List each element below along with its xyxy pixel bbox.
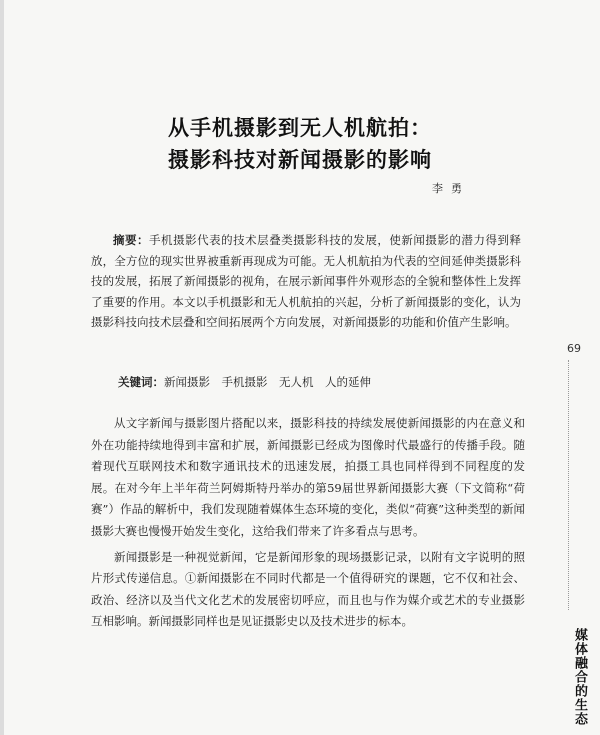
- body-paragraph-2: 新闻摄影是一种视觉新闻，它是新闻形象的现场摄影记录，以附有文字说明的照片形式传递信息。①新闻摄影在不同时代都是一个值得研究的课题，它不仅和社会、政治、经济以及当代文化艺术的发展密切呼应，而且也与作为媒介或艺术的专业摄影互相影响。新闻摄影同样也是见证摄影史以及技术进步的标本。: [91, 549, 525, 629]
- keywords-text: 新闻摄影 手机摄影 无人机 人的延伸: [164, 375, 371, 389]
- abstract-label: 摘要：: [113, 233, 150, 247]
- page-number: 69: [567, 342, 581, 355]
- abstract-block: [91, 230, 521, 333]
- keywords-block: [118, 373, 538, 391]
- body-paragraph-1: 从文字新闻与摄影图片搭配以来，摄影科技的持续发展使新闻摄影的内在意义和外在功能持续地得到丰富和扩展，新闻摄影已经成为图像时代最盛行的传播手段。随着现代互联网技术和数字通讯技术的迅速发展，拍摄工具也同样得到不同程度的发展。在对今年上半年荷兰阿姆斯特丹举办的第59届世界新闻摄影大赛（下文简称“荷赛”）作品的解析中，我们发现随着媒体生态环境的变化，类似“荷赛”这种类型的新闻摄影大赛也慢慢开始发生变化，这给我们带来了许多看点与思考。: [91, 416, 525, 538]
- margin-dotted-rule: [568, 360, 569, 610]
- article-body: [91, 413, 525, 633]
- section-tab-label: 媒体融合的生态: [572, 628, 587, 726]
- scan-edge: [0, 0, 4, 735]
- author-name: 李勇: [432, 182, 470, 195]
- abstract-paragraph: [91, 230, 521, 333]
- article-title-line2: 摄影科技对新闻摄影的影响: [168, 148, 432, 172]
- abstract-text: 手机摄影代表的技术层叠类摄影科技的发展，使新闻摄影的潜力得到释放，全方位的现实世界被重新再现成为可能。无人机航拍为代表的空间延伸类摄影科技的发展，拓展了新闻摄影的视角，在展示新闻事件外观形态的全貌和整体性上发挥了重要的作用。本文以手机摄影和无人机航拍的兴起，分析了新闻摄影的变化，认为摄影科技向技术层叠和空间拓展两个方向发展，对新闻摄影的功能和价值产生影响。: [91, 233, 521, 329]
- keywords-label: 关键词：: [118, 375, 164, 389]
- article-title-line1: 从手机摄影到无人机航拍：: [168, 116, 432, 140]
